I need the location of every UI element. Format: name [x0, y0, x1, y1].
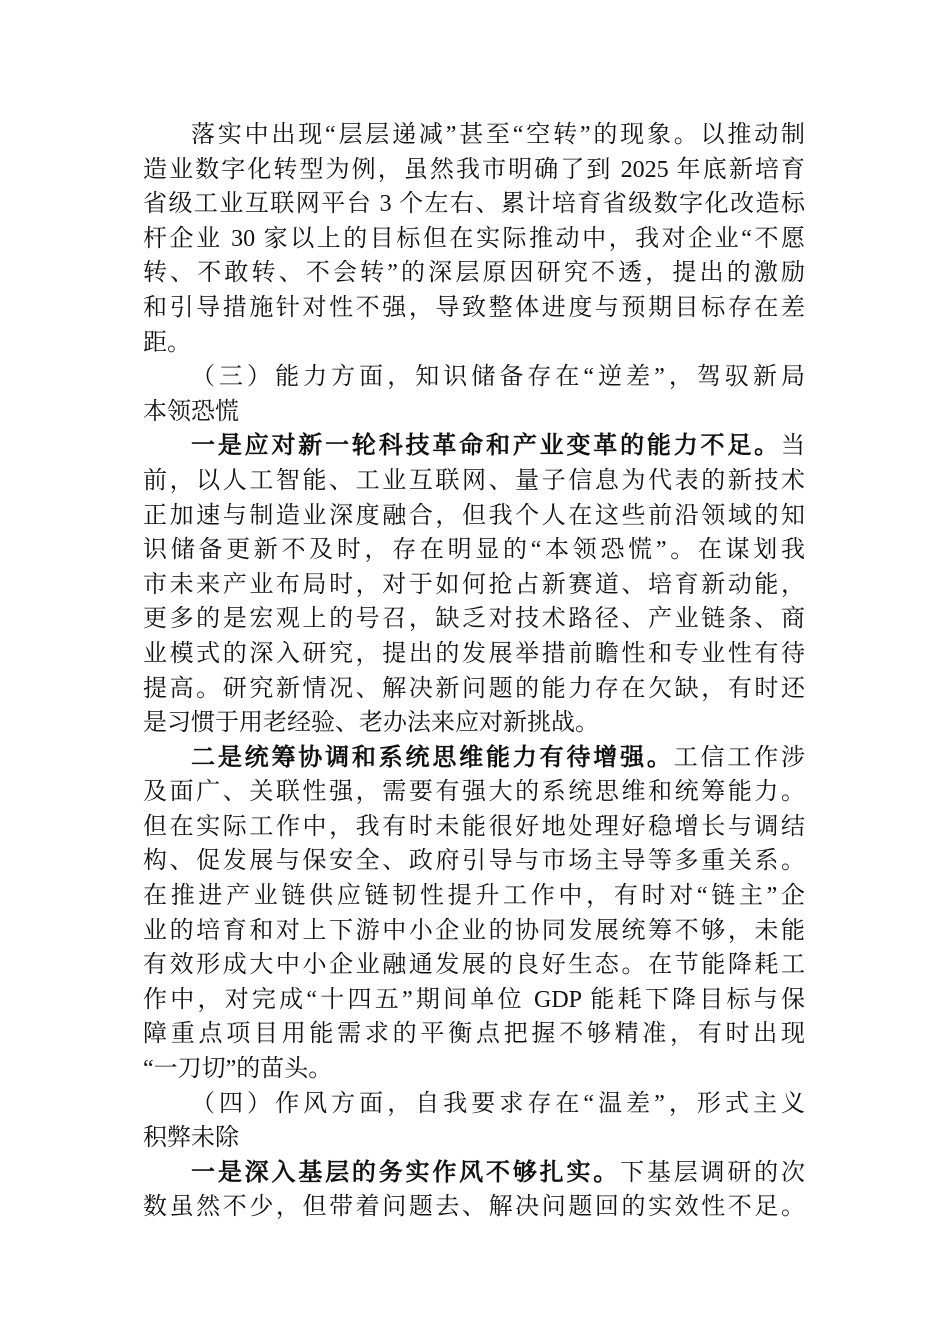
text-line — [143, 429, 805, 464]
text-line — [143, 1156, 805, 1191]
text-run: 有效形成大中小企业融通发展的良好生态。在节能降耗工 — [143, 952, 805, 979]
text-line — [143, 1052, 805, 1087]
text-run: 本领恐慌 — [143, 398, 239, 425]
section-heading — [143, 360, 805, 429]
text-line — [143, 360, 805, 395]
text-run: 省级工业互联网平台 3 个左右、累计培育省级数字化改造标 — [143, 191, 805, 218]
text-run: 前，以人工智能、工业互联网、量子信息为代表的新技术 — [143, 467, 805, 494]
bold-lead-sentence: 二是统筹协调和系统思维能力有待增强。 — [191, 744, 674, 771]
paragraph — [143, 118, 805, 360]
text-line — [143, 326, 805, 361]
text-line — [143, 637, 805, 672]
text-run: 市未来产业布局时，对于如何抢占新赛道、培育新动能， — [143, 571, 805, 598]
paragraph — [143, 1156, 805, 1225]
text-run: 更多的是宏观上的号召，缺乏对技术路径、产业链条、商 — [143, 606, 805, 633]
bold-lead-sentence: 一是深入基层的务实作风不够扎实。 — [191, 1159, 621, 1186]
text-line — [143, 222, 805, 257]
text-line — [143, 291, 805, 326]
text-line — [143, 499, 805, 534]
text-line — [143, 810, 805, 845]
text-run: 距。 — [143, 329, 191, 356]
text-line — [143, 948, 805, 983]
text-line — [143, 1121, 805, 1156]
text-line — [143, 844, 805, 879]
text-line — [143, 568, 805, 603]
text-run: 提高。研究新情况、解决新问题的能力存在欠缺，有时还 — [143, 675, 805, 702]
text-run: 落实中出现“层层递减”甚至“空转”的现象。以推动制 — [191, 122, 805, 148]
text-line — [143, 672, 805, 707]
text-run: 业模式的深入研究，提出的发展举措前瞻性和专业性有待 — [143, 640, 805, 667]
text-run: 杆企业 30 家以上的目标但在实际推动中，我对企业“不愿 — [143, 225, 805, 252]
text-run: （三）能力方面，知识储备存在“逆差”，驾驭新局 — [191, 364, 805, 391]
section-heading — [143, 1087, 805, 1156]
text-line — [143, 914, 805, 949]
text-run: 当 — [781, 433, 805, 460]
text-line — [143, 1017, 805, 1052]
text-run: 及面广、关联性强，需要有强大的系统思维和统筹能力。 — [143, 779, 805, 806]
bold-lead-sentence: 一是应对新一轮科技革命和产业变革的能力不足。 — [191, 433, 781, 460]
text-run: 是习惯于用老经验、老办法来应对新挑战。 — [143, 710, 599, 737]
text-line — [143, 879, 805, 914]
text-line — [143, 775, 805, 810]
text-line — [143, 983, 805, 1018]
text-line — [143, 256, 805, 291]
text-run: “一刀切”的苗头。 — [143, 1056, 333, 1083]
text-run: 造业数字化转型为例，虽然我市明确了到 2025 年底新培育 — [143, 156, 805, 183]
text-line — [143, 533, 805, 568]
text-run: 在推进产业链供应链韧性提升工作中，有时对“链主”企 — [143, 883, 805, 910]
text-run: 识储备更新不及时，存在明显的“本领恐慌”。在谋划我 — [143, 537, 805, 564]
document-page — [143, 118, 805, 1225]
text-run: 工信工作涉 — [673, 744, 806, 771]
text-run: 正加速与制造业深度融合，但我个人在这些前沿领域的知 — [143, 502, 805, 529]
text-run: 业的培育和对上下游中小企业的协同发展统筹不够，未能 — [143, 917, 805, 944]
paragraph — [143, 429, 805, 740]
text-line — [143, 153, 805, 188]
text-run: （四）作风方面，自我要求存在“温差”，形式主义 — [191, 1090, 805, 1117]
text-run: 作中，对完成“十四五”期间单位 GDP 能耗下降目标与保 — [143, 986, 805, 1013]
text-line — [143, 706, 805, 741]
text-line — [143, 118, 805, 153]
text-line — [143, 1190, 805, 1225]
text-run: 障重点项目用能需求的平衡点把握不够精准，有时出现 — [143, 1021, 805, 1048]
text-run: 但在实际工作中，我有时未能很好地处理好稳增长与调结 — [143, 813, 805, 840]
text-run: 和引导措施针对性不强，导致整体进度与预期目标存在差 — [143, 294, 805, 321]
paragraph — [143, 741, 805, 1087]
text-line — [143, 741, 805, 776]
text-line — [143, 602, 805, 637]
text-run: 构、促发展与保安全、政府引导与市场主导等多重关系。 — [143, 848, 805, 875]
text-line — [143, 187, 805, 222]
text-run: 数虽然不少，但带着问题去、解决问题回的实效性不足。 — [143, 1194, 805, 1221]
text-line — [143, 1087, 805, 1122]
text-line — [143, 395, 805, 430]
text-run: 积弊未除 — [143, 1125, 239, 1152]
text-run: 转、不敢转、不会转”的深层原因研究不透，提出的激励 — [143, 260, 805, 287]
text-line — [143, 464, 805, 499]
text-run: 下基层调研的次 — [620, 1159, 806, 1186]
